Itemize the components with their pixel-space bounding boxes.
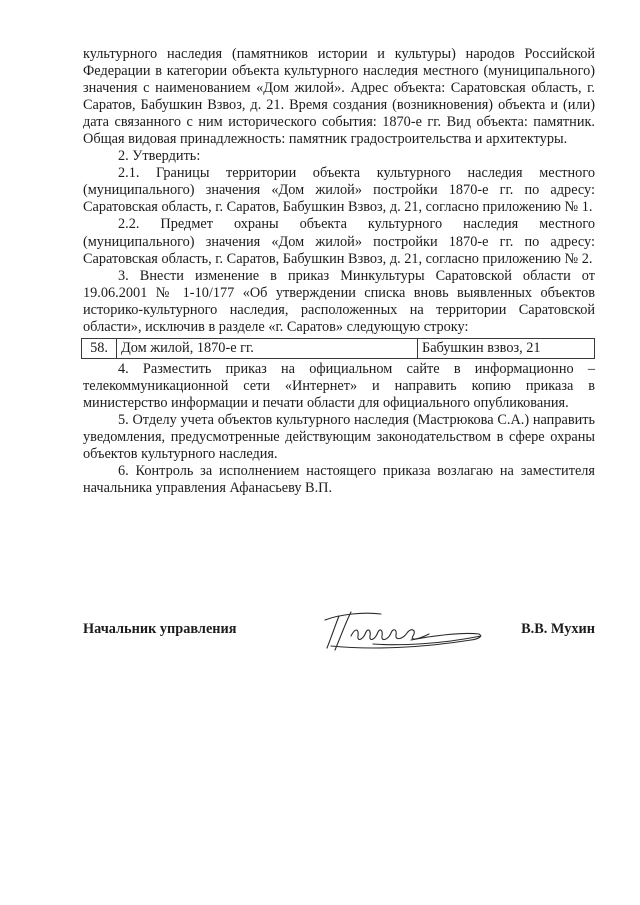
paragraph-control: 6. Контроль за исполнением настоящего приказа возлагаю на заместителя начальника управления Афанасьеву В.П. bbox=[83, 463, 595, 497]
order-body bbox=[83, 46, 595, 497]
signature-block bbox=[83, 618, 595, 658]
paragraph-amend-order: 3. Внести изменение в приказ Минкультуры Саратовской области от 19.06.2001 № 1-10/177 «Об утверждении списка вновь выявленных объектов историко-культурного наследия, расположенных на территории Саратовской области», исключив в разделе «г. Саратов» следующую строку: bbox=[83, 267, 595, 335]
signatory-title: Начальник управления bbox=[83, 621, 237, 637]
row-object-address: Бабушкин взвоз, 21 bbox=[418, 338, 595, 358]
paragraph-object-description: культурного наследия (памятников истории и культуры) народов Российской Федерации в категории объекта культурного наследия местного (муниципального) значения с наименованием «Дом жилой». Адрес объекта: Саратовская область, г. Саратов, Бабушкин Взвоз, д. 21. Время создания (возникновения) объекта и (или) дата связанного с ним исторического события: 1870-е гг. Вид объекта: памятник. Общая видовая принадлежность: памятник градостроительства и архитектуры. bbox=[83, 46, 595, 148]
paragraph-publish: 4. Разместить приказ на официальном сайте в информационно – телекоммуникационной сети «Интернет» и направить копию приказа в министерство информации и печати области для официального опубликования. bbox=[83, 360, 595, 411]
signatory-name: В.В. Мухин bbox=[521, 621, 595, 637]
row-object-name: Дом жилой, 1870-е гг. bbox=[117, 338, 418, 358]
paragraph-notifications: 5. Отделу учета объектов культурного наследия (Мастрюкова С.А.) направить уведомления, предусмотренные действующим законодательством в сфере охраны объектов культурного наследия. bbox=[83, 411, 595, 463]
paragraph-approve: 2. Утвердить: bbox=[118, 148, 201, 165]
row-number: 58. bbox=[82, 338, 117, 358]
paragraph-territory-borders: 2.1. Границы территории объекта культурного наследия местного (муниципального) значения «Дом жилой» постройки 1870-е гг. по адресу: Саратовская область, г. Саратов, Бабушкин Взвоз, д. 21, согласно приложению № 1. bbox=[83, 165, 595, 216]
excluded-row-table bbox=[81, 338, 595, 359]
table-row bbox=[82, 338, 595, 358]
paragraph-protection-subject: 2.2. Предмет охраны объекта культурного наследия местного (муниципального) значения «Дом жилой» постройки 1870-е гг. по адресу: Саратовская область, г. Саратов, Бабушкин Взвоз, д. 21, согласно приложению № 2. bbox=[83, 216, 595, 267]
handwritten-signature bbox=[311, 606, 491, 656]
